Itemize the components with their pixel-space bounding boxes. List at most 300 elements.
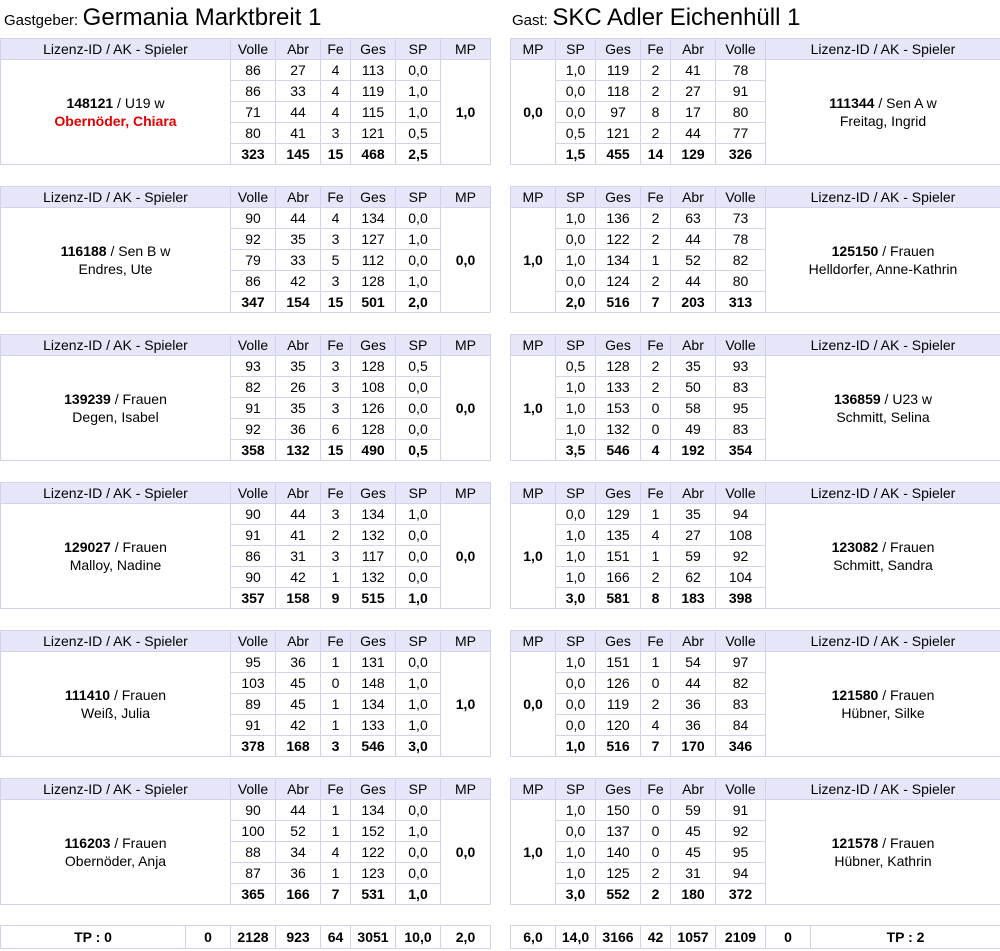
column-header-sp: SP bbox=[556, 39, 596, 60]
value-cell: 62 bbox=[671, 567, 716, 588]
column-header-sp: SP bbox=[396, 779, 441, 800]
home-player-name: Malloy, Nadine bbox=[69, 557, 162, 573]
guest-player-license-line bbox=[766, 538, 1000, 556]
value-cell: 42 bbox=[276, 567, 321, 588]
home-player-name: Degen, Isabel bbox=[72, 409, 159, 425]
value-cell: 36 bbox=[276, 419, 321, 440]
value-cell: 26 bbox=[276, 377, 321, 398]
home-team-name: Germania Marktbreit 1 bbox=[82, 4, 322, 31]
column-header-player: Lizenz-ID / AK - Spieler bbox=[1, 39, 231, 60]
guest-player-category: / Frauen bbox=[878, 243, 935, 259]
column-header-mp: MP bbox=[441, 335, 491, 356]
value-cell: 3 bbox=[321, 736, 351, 757]
value-cell: 0,0 bbox=[396, 398, 441, 419]
column-header-volle: Volle bbox=[231, 631, 276, 652]
value-cell: 0,0 bbox=[396, 250, 441, 271]
value-cell: 119 bbox=[596, 694, 641, 715]
value-cell: 44 bbox=[276, 102, 321, 123]
value-cell: 9 bbox=[321, 588, 351, 609]
value-cell: 14 bbox=[641, 144, 671, 165]
guest-total-mp: 6,0 bbox=[511, 926, 556, 949]
value-cell: 117 bbox=[351, 546, 396, 567]
value-cell: 2 bbox=[641, 60, 671, 81]
value-cell: 1 bbox=[641, 250, 671, 271]
column-header-fe: Fe bbox=[641, 187, 671, 208]
guest-player-license-line bbox=[766, 390, 1000, 408]
value-cell: 134 bbox=[351, 694, 396, 715]
value-cell: 128 bbox=[351, 271, 396, 292]
value-cell: 45 bbox=[671, 842, 716, 863]
value-cell: 4 bbox=[641, 525, 671, 546]
value-cell: 95 bbox=[716, 398, 766, 419]
value-cell: 33 bbox=[276, 81, 321, 102]
column-header-sp: SP bbox=[556, 483, 596, 504]
home-pairing-table bbox=[0, 186, 491, 313]
column-header-mp: MP bbox=[511, 335, 556, 356]
value-cell: 108 bbox=[351, 377, 396, 398]
value-cell: 41 bbox=[671, 60, 716, 81]
column-header-fe: Fe bbox=[321, 631, 351, 652]
value-cell: 0 bbox=[641, 821, 671, 842]
value-cell: 122 bbox=[351, 842, 396, 863]
guest-team-name: SKC Adler Eichenhüll 1 bbox=[552, 4, 801, 31]
value-cell: 123 bbox=[351, 863, 396, 884]
value-cell: 372 bbox=[716, 884, 766, 905]
value-cell: 0,0 bbox=[396, 863, 441, 884]
home-player-category: / Sen B w bbox=[106, 243, 171, 259]
column-header-fe: Fe bbox=[321, 483, 351, 504]
value-cell: 42 bbox=[276, 715, 321, 736]
column-header-player: Lizenz-ID / AK - Spieler bbox=[766, 187, 1000, 208]
home-player-license: 116188 bbox=[60, 243, 107, 259]
throw-row bbox=[1, 356, 491, 377]
column-header-row bbox=[1, 187, 491, 208]
value-cell: 170 bbox=[671, 736, 716, 757]
value-cell: 0,0 bbox=[396, 377, 441, 398]
guest-match-points: 1,0 bbox=[511, 356, 556, 461]
value-cell: 118 bbox=[596, 81, 641, 102]
value-cell: 87 bbox=[231, 863, 276, 884]
value-cell: 3 bbox=[321, 377, 351, 398]
value-cell: 2 bbox=[641, 567, 671, 588]
value-cell: 1 bbox=[641, 546, 671, 567]
value-cell: 1 bbox=[641, 652, 671, 673]
value-cell: 135 bbox=[596, 525, 641, 546]
column-header-ges: Ges bbox=[596, 483, 641, 504]
value-cell: 131 bbox=[351, 652, 396, 673]
value-cell: 1 bbox=[321, 715, 351, 736]
value-cell: 100 bbox=[231, 821, 276, 842]
value-cell: 35 bbox=[276, 356, 321, 377]
value-cell: 531 bbox=[351, 884, 396, 905]
column-header-mp: MP bbox=[441, 483, 491, 504]
value-cell: 1,5 bbox=[556, 144, 596, 165]
column-header-player: Lizenz-ID / AK - Spieler bbox=[766, 631, 1000, 652]
column-header-fe: Fe bbox=[641, 631, 671, 652]
value-cell: 326 bbox=[716, 144, 766, 165]
value-cell: 27 bbox=[671, 525, 716, 546]
column-header-player: Lizenz-ID / AK - Spieler bbox=[1, 631, 231, 652]
home-match-points: 0,0 bbox=[441, 356, 491, 461]
column-header-row bbox=[1, 39, 491, 60]
column-header-abr: Abr bbox=[276, 335, 321, 356]
value-cell: 3 bbox=[321, 546, 351, 567]
value-cell: 92 bbox=[231, 229, 276, 250]
value-cell: 133 bbox=[596, 377, 641, 398]
column-header-mp: MP bbox=[441, 39, 491, 60]
guest-totals-table bbox=[510, 925, 1000, 949]
value-cell: 354 bbox=[716, 440, 766, 461]
value-cell: 136 bbox=[596, 208, 641, 229]
guest-player-license-line bbox=[766, 242, 1000, 260]
guest-player-category: / Frauen bbox=[878, 687, 935, 703]
value-cell: 63 bbox=[671, 208, 716, 229]
value-cell: 6 bbox=[321, 419, 351, 440]
column-header-row bbox=[511, 335, 1000, 356]
column-header-row bbox=[1, 779, 491, 800]
column-header-sp: SP bbox=[396, 483, 441, 504]
guest-match-points: 0,0 bbox=[511, 652, 556, 757]
throw-row bbox=[511, 652, 1000, 673]
value-cell: 59 bbox=[671, 546, 716, 567]
column-header-mp: MP bbox=[511, 483, 556, 504]
column-header-player: Lizenz-ID / AK - Spieler bbox=[766, 335, 1000, 356]
guest-player-cell bbox=[766, 356, 1000, 461]
value-cell: 2 bbox=[641, 271, 671, 292]
column-header-volle: Volle bbox=[716, 39, 766, 60]
home-player-license: 148121 bbox=[66, 95, 114, 111]
value-cell: 4 bbox=[321, 842, 351, 863]
value-cell: 82 bbox=[231, 377, 276, 398]
home-player-cell bbox=[1, 356, 231, 461]
value-cell: 346 bbox=[716, 736, 766, 757]
value-cell: 7 bbox=[641, 292, 671, 313]
guest-player-license-line bbox=[766, 94, 1000, 112]
column-header-player: Lizenz-ID / AK - Spieler bbox=[766, 483, 1000, 504]
column-header-ges: Ges bbox=[351, 631, 396, 652]
value-cell: 90 bbox=[231, 208, 276, 229]
value-cell: 80 bbox=[716, 271, 766, 292]
value-cell: 2 bbox=[641, 694, 671, 715]
guest-player-license: 123082 bbox=[831, 539, 879, 555]
value-cell: 148 bbox=[351, 673, 396, 694]
value-cell: 95 bbox=[231, 652, 276, 673]
value-cell: 134 bbox=[351, 800, 396, 821]
home-total-mp: 2,0 bbox=[441, 926, 491, 949]
guest-player-category: / U23 w bbox=[880, 391, 933, 407]
guest-player-cell bbox=[766, 208, 1000, 313]
guest-pairing-table bbox=[510, 778, 1000, 905]
value-cell: 35 bbox=[276, 398, 321, 419]
value-cell: 1,0 bbox=[396, 673, 441, 694]
value-cell: 45 bbox=[276, 694, 321, 715]
value-cell: 1,0 bbox=[556, 398, 596, 419]
column-header-row bbox=[511, 39, 1000, 60]
home-player-cell bbox=[1, 60, 231, 165]
value-cell: 1,0 bbox=[556, 419, 596, 440]
guest-player-cell bbox=[766, 60, 1000, 165]
column-header-ges: Ges bbox=[596, 187, 641, 208]
value-cell: 166 bbox=[596, 567, 641, 588]
value-cell: 15 bbox=[321, 292, 351, 313]
column-header-player: Lizenz-ID / AK - Spieler bbox=[1, 779, 231, 800]
value-cell: 5 bbox=[321, 250, 351, 271]
column-header-volle: Volle bbox=[716, 335, 766, 356]
value-cell: 108 bbox=[716, 525, 766, 546]
value-cell: 44 bbox=[671, 229, 716, 250]
value-cell: 3 bbox=[321, 271, 351, 292]
guest-match-points: 1,0 bbox=[511, 504, 556, 609]
value-cell: 54 bbox=[671, 652, 716, 673]
value-cell: 80 bbox=[716, 102, 766, 123]
column-header-fe: Fe bbox=[641, 335, 671, 356]
throw-row bbox=[511, 60, 1000, 81]
column-header-mp: MP bbox=[441, 631, 491, 652]
value-cell: 1,0 bbox=[556, 842, 596, 863]
value-cell: 0,5 bbox=[396, 440, 441, 461]
home-player-name: Weiß, Julia bbox=[81, 705, 150, 721]
column-header-mp: MP bbox=[511, 631, 556, 652]
value-cell: 120 bbox=[596, 715, 641, 736]
home-totals-table bbox=[0, 925, 491, 949]
column-header-player: Lizenz-ID / AK - Spieler bbox=[766, 779, 1000, 800]
value-cell: 84 bbox=[716, 715, 766, 736]
value-cell: 2,0 bbox=[556, 292, 596, 313]
column-header-abr: Abr bbox=[671, 187, 716, 208]
value-cell: 92 bbox=[231, 419, 276, 440]
value-cell: 27 bbox=[671, 81, 716, 102]
value-cell: 1,0 bbox=[396, 821, 441, 842]
value-cell: 33 bbox=[276, 250, 321, 271]
guest-player-category: / Frauen bbox=[878, 539, 935, 555]
column-header-sp: SP bbox=[396, 187, 441, 208]
guest-player-license: 125150 bbox=[831, 243, 879, 259]
value-cell: 90 bbox=[231, 504, 276, 525]
guest-team-points: TP : 2 bbox=[811, 926, 1000, 949]
column-header-mp: MP bbox=[511, 779, 556, 800]
value-cell: 0,0 bbox=[396, 419, 441, 440]
value-cell: 36 bbox=[671, 715, 716, 736]
value-cell: 91 bbox=[231, 398, 276, 419]
home-player-category: / Frauen bbox=[110, 391, 167, 407]
column-header-sp: SP bbox=[396, 631, 441, 652]
column-header-mp: MP bbox=[441, 187, 491, 208]
value-cell: 4 bbox=[321, 60, 351, 81]
value-cell: 2 bbox=[641, 863, 671, 884]
column-header-ges: Ges bbox=[596, 335, 641, 356]
value-cell: 0,0 bbox=[396, 546, 441, 567]
throw-row bbox=[1, 60, 491, 81]
column-header-fe: Fe bbox=[641, 779, 671, 800]
value-cell: 365 bbox=[231, 884, 276, 905]
value-cell: 0,5 bbox=[396, 356, 441, 377]
value-cell: 0,0 bbox=[556, 81, 596, 102]
value-cell: 132 bbox=[596, 419, 641, 440]
value-cell: 44 bbox=[671, 123, 716, 144]
value-cell: 78 bbox=[716, 229, 766, 250]
value-cell: 4 bbox=[641, 440, 671, 461]
value-cell: 2 bbox=[321, 525, 351, 546]
value-cell: 0,0 bbox=[556, 504, 596, 525]
value-cell: 83 bbox=[716, 377, 766, 398]
column-header-ges: Ges bbox=[351, 779, 396, 800]
value-cell: 3 bbox=[321, 229, 351, 250]
value-cell: 31 bbox=[276, 546, 321, 567]
guest-player-license-line bbox=[766, 834, 1000, 852]
value-cell: 1,0 bbox=[396, 588, 441, 609]
home-player-license: 111410 bbox=[64, 687, 111, 703]
value-cell: 1,0 bbox=[556, 525, 596, 546]
value-cell: 0,5 bbox=[556, 123, 596, 144]
value-cell: 94 bbox=[716, 863, 766, 884]
value-cell: 86 bbox=[231, 546, 276, 567]
column-header-abr: Abr bbox=[276, 39, 321, 60]
value-cell: 86 bbox=[231, 81, 276, 102]
value-cell: 126 bbox=[596, 673, 641, 694]
value-cell: 581 bbox=[596, 588, 641, 609]
guest-player-name: Schmitt, Selina bbox=[836, 409, 930, 425]
home-player-category: / U19 w bbox=[113, 95, 165, 111]
value-cell: 41 bbox=[276, 525, 321, 546]
guest-team-header bbox=[512, 4, 800, 34]
value-cell: 0,5 bbox=[556, 356, 596, 377]
value-cell: 36 bbox=[276, 863, 321, 884]
value-cell: 122 bbox=[596, 229, 641, 250]
value-cell: 128 bbox=[351, 356, 396, 377]
home-match-points: 1,0 bbox=[441, 60, 491, 165]
value-cell: 2 bbox=[641, 356, 671, 377]
value-cell: 31 bbox=[671, 863, 716, 884]
home-team-label: Gastgeber: bbox=[4, 12, 79, 29]
home-player-cell bbox=[1, 504, 231, 609]
column-header-sp: SP bbox=[396, 39, 441, 60]
value-cell: 129 bbox=[596, 504, 641, 525]
home-pairing-table bbox=[0, 630, 491, 757]
value-cell: 91 bbox=[716, 800, 766, 821]
column-header-ges: Ges bbox=[596, 39, 641, 60]
value-cell: 44 bbox=[276, 504, 321, 525]
guest-match-points: 0,0 bbox=[511, 60, 556, 165]
home-player-name: Endres, Ute bbox=[78, 261, 153, 277]
value-cell: 119 bbox=[596, 60, 641, 81]
guest-pairing-table bbox=[510, 186, 1000, 313]
home-match-points: 0,0 bbox=[441, 800, 491, 905]
value-cell: 3 bbox=[321, 123, 351, 144]
home-player-name: Obernöder, Chiara bbox=[54, 113, 177, 129]
value-cell: 2 bbox=[641, 229, 671, 250]
value-cell: 546 bbox=[596, 440, 641, 461]
value-cell: 0,0 bbox=[556, 102, 596, 123]
value-cell: 80 bbox=[231, 123, 276, 144]
value-cell: 35 bbox=[276, 229, 321, 250]
home-player-license: 129027 bbox=[64, 539, 111, 555]
value-cell: 4 bbox=[321, 81, 351, 102]
home-pairing-table bbox=[0, 38, 491, 165]
value-cell: 158 bbox=[276, 588, 321, 609]
value-cell: 1,0 bbox=[396, 271, 441, 292]
value-cell: 1 bbox=[321, 652, 351, 673]
value-cell: 1,0 bbox=[556, 863, 596, 884]
home-total-ges: 3051 bbox=[351, 926, 396, 949]
value-cell: 36 bbox=[671, 694, 716, 715]
value-cell: 103 bbox=[231, 673, 276, 694]
value-cell: 2 bbox=[641, 123, 671, 144]
value-cell: 3,0 bbox=[396, 736, 441, 757]
value-cell: 2 bbox=[641, 208, 671, 229]
value-cell: 0,0 bbox=[556, 229, 596, 250]
value-cell: 0 bbox=[641, 842, 671, 863]
value-cell: 86 bbox=[231, 271, 276, 292]
value-cell: 45 bbox=[671, 821, 716, 842]
value-cell: 49 bbox=[671, 419, 716, 440]
value-cell: 168 bbox=[276, 736, 321, 757]
value-cell: 1,0 bbox=[556, 546, 596, 567]
value-cell: 0,0 bbox=[556, 694, 596, 715]
column-header-volle: Volle bbox=[716, 483, 766, 504]
column-header-fe: Fe bbox=[641, 39, 671, 60]
guest-player-name: Helldorfer, Anne-Kathrin bbox=[808, 261, 958, 277]
column-header-volle: Volle bbox=[231, 335, 276, 356]
value-cell: 0,0 bbox=[396, 842, 441, 863]
value-cell: 145 bbox=[276, 144, 321, 165]
value-cell: 128 bbox=[351, 419, 396, 440]
home-player-license: 139239 bbox=[64, 391, 111, 407]
home-total-setpoints: 0 bbox=[186, 926, 231, 949]
value-cell: 0 bbox=[641, 800, 671, 821]
throw-row bbox=[1, 504, 491, 525]
home-total-fe: 64 bbox=[321, 926, 351, 949]
guest-total-fe: 42 bbox=[641, 926, 671, 949]
throw-row bbox=[511, 800, 1000, 821]
value-cell: 1,0 bbox=[396, 504, 441, 525]
column-header-sp: SP bbox=[556, 631, 596, 652]
value-cell: 71 bbox=[231, 102, 276, 123]
value-cell: 0,0 bbox=[396, 652, 441, 673]
value-cell: 153 bbox=[596, 398, 641, 419]
value-cell: 82 bbox=[716, 673, 766, 694]
value-cell: 92 bbox=[716, 546, 766, 567]
value-cell: 323 bbox=[231, 144, 276, 165]
value-cell: 83 bbox=[716, 694, 766, 715]
value-cell: 1,0 bbox=[556, 208, 596, 229]
value-cell: 73 bbox=[716, 208, 766, 229]
column-header-row bbox=[1, 335, 491, 356]
value-cell: 0,0 bbox=[396, 525, 441, 546]
value-cell: 4 bbox=[321, 208, 351, 229]
column-header-ges: Ges bbox=[351, 187, 396, 208]
column-header-row bbox=[511, 187, 1000, 208]
value-cell: 1,0 bbox=[556, 736, 596, 757]
value-cell: 1 bbox=[321, 863, 351, 884]
value-cell: 192 bbox=[671, 440, 716, 461]
value-cell: 347 bbox=[231, 292, 276, 313]
column-header-volle: Volle bbox=[231, 483, 276, 504]
home-player-category: / Frauen bbox=[110, 687, 167, 703]
value-cell: 358 bbox=[231, 440, 276, 461]
value-cell: 35 bbox=[671, 504, 716, 525]
value-cell: 133 bbox=[351, 715, 396, 736]
throw-row bbox=[1, 208, 491, 229]
value-cell: 132 bbox=[276, 440, 321, 461]
value-cell: 516 bbox=[596, 736, 641, 757]
home-team-header bbox=[4, 4, 321, 34]
value-cell: 1 bbox=[321, 694, 351, 715]
value-cell: 134 bbox=[351, 208, 396, 229]
value-cell: 93 bbox=[231, 356, 276, 377]
value-cell: 501 bbox=[351, 292, 396, 313]
value-cell: 15 bbox=[321, 144, 351, 165]
home-player-license-line bbox=[1, 538, 230, 556]
